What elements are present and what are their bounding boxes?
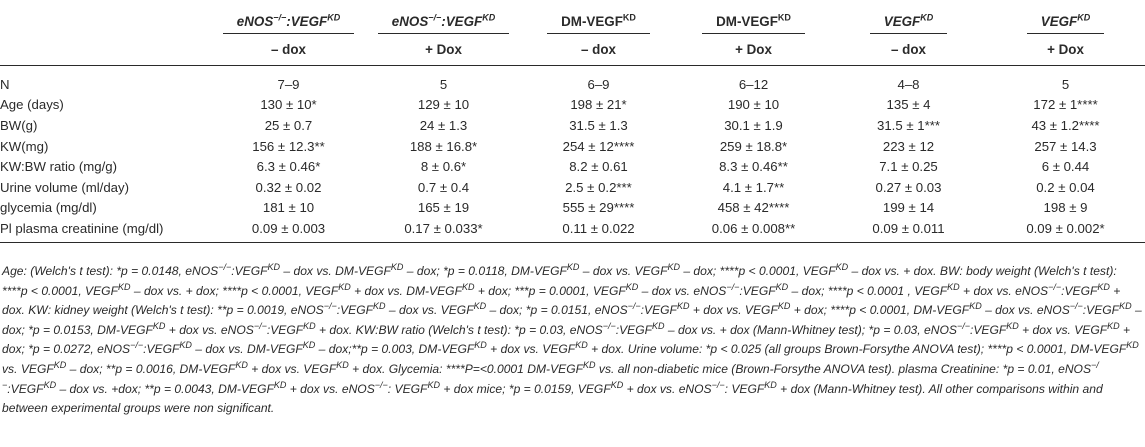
header-corner <box>0 34 211 66</box>
table-cell: 6.3 ± 0.46* <box>256 159 321 175</box>
treatment-header: – dox <box>211 34 366 66</box>
table-row <box>0 218 1145 242</box>
treatment-header: + Dox <box>986 34 1145 66</box>
table-cell: 31.5 ± 1.3 <box>569 117 628 133</box>
table-cell: 257 ± 14.3 <box>1034 138 1097 154</box>
table-cell: 165 ± 19 <box>417 200 470 216</box>
group-header: $VEGF^{KD}$ <box>831 0 986 34</box>
table-cell: 5 <box>1061 76 1070 92</box>
table-cell: 0.06 ± 0.008** <box>676 218 831 242</box>
treatment-header: – dox <box>831 34 986 66</box>
table-cell: 30.1 ± 1.9 <box>724 117 783 133</box>
table-cell: 6–12 <box>738 76 769 92</box>
table-cell: 8.2 ± 0.61 <box>569 159 628 175</box>
table-cell: 0.09 ± 0.011 <box>831 218 986 242</box>
row-label: Urine volume (ml/day) <box>0 179 129 195</box>
table-cell: 5 <box>439 76 448 92</box>
table-cell: 135 ± 4 <box>886 97 931 113</box>
table-row <box>0 95 1145 116</box>
row-label: Pl plasma creatinine (mg/dl) <box>0 218 211 242</box>
table-cell: 4–8 <box>897 76 920 92</box>
table-cell: 7–9 <box>277 76 300 92</box>
table-cell: 31.5 ± 1*** <box>877 117 940 133</box>
table-cell: 458 ± 42**** <box>717 200 790 216</box>
table-row <box>0 136 1145 157</box>
table-row <box>0 156 1145 177</box>
table-cell: 129 ± 10 <box>417 97 470 113</box>
row-label: KW:BW ratio (mg/g) <box>0 159 117 175</box>
table-row <box>0 198 1145 219</box>
table-cell: 0.32 ± 0.02 <box>255 179 322 195</box>
header-corner <box>0 0 211 34</box>
row-label: glycemia (mg/dl) <box>0 200 97 216</box>
table-row <box>0 66 1145 95</box>
table-cell: 181 ± 10 <box>262 200 315 216</box>
treatment-header: + Dox <box>676 34 831 66</box>
table-row <box>0 115 1145 136</box>
group-header: $eNOS^{-/-}:VEGF^{KD}$ <box>366 0 521 34</box>
row-label: KW(mg) <box>0 138 49 154</box>
table-cell: 6–9 <box>587 76 610 92</box>
treatment-header: – dox <box>521 34 676 66</box>
table-cell: 156 ± 12.3** <box>252 138 325 154</box>
treatment-header-row <box>0 34 1145 66</box>
table-cell: 7.1 ± 0.25 <box>879 159 938 175</box>
table-cell: 8 ± 0.6* <box>420 159 467 175</box>
table-cell: 223 ± 12 <box>882 138 935 154</box>
row-label: Age (days) <box>0 97 64 113</box>
table-cell: 0.2 ± 0.04 <box>1036 179 1095 195</box>
group-header: $eNOS^{-/-}:VEGF^{KD}$ <box>211 0 366 34</box>
table-cell: 25 ± 0.7 <box>264 117 313 133</box>
table-cell: 555 ± 29**** <box>562 200 635 216</box>
table-cell: 0.11 ± 0.022 <box>521 218 676 242</box>
group-header: $DM-VEGF^{KD}$ <box>676 0 831 34</box>
row-label: BW(g) <box>0 117 38 133</box>
row-label: N <box>0 76 10 92</box>
group-header: $VEGF^{KD}$ <box>986 0 1145 34</box>
table-cell: 0.27 ± 0.03 <box>875 179 942 195</box>
table-cell: 190 ± 10 <box>727 97 780 113</box>
table-cell: 198 ± 9 <box>1043 200 1088 216</box>
group-header: $DM-VEGF^{KD}$ <box>521 0 676 34</box>
table-cell: 6 ± 0.44 <box>1041 159 1090 175</box>
table-cell: 188 ± 16.8* <box>409 138 478 154</box>
table-cell: 0.09 ± 0.003 <box>211 218 366 242</box>
table-cell: 43 ± 1.2**** <box>1031 117 1100 133</box>
table-cell: 0.09 ± 0.002* <box>986 218 1145 242</box>
treatment-header: + Dox <box>366 34 521 66</box>
table-cell: 172 ± 1**** <box>1033 97 1098 113</box>
table-cell: 254 ± 12**** <box>562 138 635 154</box>
table-row <box>0 177 1145 198</box>
table-cell: 0.7 ± 0.4 <box>417 179 470 195</box>
table-cell: 0.17 ± 0.033* <box>366 218 521 242</box>
table-cell: 259 ± 18.8* <box>719 138 788 154</box>
table-body <box>0 66 1145 243</box>
table-cell: 198 ± 21* <box>570 97 627 113</box>
table-cell: 4.1 ± 1.7** <box>722 179 785 195</box>
table-cell: 199 ± 14 <box>882 200 935 216</box>
table-footnote: Age: (Welch's t test): *p = 0.0148, $eNOS^{-/-}:VEGF^{KD}$ – dox vs. $DM-VEGF^{KD}$ – dox; *p = 0.0118, $DM-VEGF^{KD}$ – dox vs. $VEGF^{KD}$ – dox; ****p < 0.0001, $VEGF^{KD}$ – dox vs. + dox. BW: body weight (Welch's t test): ****p < 0.0001, $VEGF^{KD}$ – dox vs. + dox; ****p < 0.0001, $VEGF^{KD}$ + dox vs. $DM-VEGF^{KD}$ + dox; ***p = 0.0001, $VEGF^{KD}$ – dox vs. $eNOS^{-/-}:VEGF^{KD}$ – dox; ****p < 0.0001 , $VEGF^{KD}$ + dox vs. $eNOS^{-/-}:VEGF^{KD}$ + dox. KW: kidney weight (Welch's t test): **p = 0.0019, $eNOS^{-/-}:VEGF^{KD}$ – dox vs. $VEGF^{KD}$ – dox; *p = 0.0151, $eNOS^{-/-}:VEGF^{KD}$ + dox vs. $VEGF^{KD}$ + dox; ****p < 0.0001, $DM-VEGF^{KD}$ – dox vs. $eNOS^{-/-}:VEGF^{KD}$ – dox; *p = 0.0153, $DM-VEGF^{KD}$ + dox vs. $eNOS^{-/-}:VEGF^{KD}$ + dox. KW:BW ratio (Welch's t test): *p = 0.03, $eNOS^{-/-}:VEGF^{KD}$ – dox vs. + dox (Mann-Whitney test); *p = 0.03, $eNOS^{-/-}:VEGF^{KD}$ + dox vs. $VEGF^{KD}$ + dox; *p = 0.0272, $eNOS^{-/-}:VEGF^{KD}$ – dox vs. $DM-VEGF^{KD}$ – dox;**p = 0.003, $DM-VEGF^{KD}$ + dox vs. $VEGF^{KD}$ + dox. Urine volume: *p < 0.025 (all groups Brown-Forsythe ANOVA test); ****p < 0.0001, $DM-VEGF^{KD}$ vs. $VEGF^{KD}$ – dox; **p = 0.0016, $DM-VEGF^{KD}$ + dox vs. $VEGF^{KD}$ + dox. Glycemia: ****P=<0.0001 $DM-VEGF^{KD}$ vs. all non-diabetic mice (Brown-Forsythe ANOVA test). plasma Creatinine: *p = 0.01, $eNOS^{-/-}:VEGF^{KD}$ – dox vs. +dox; **p = 0.0043, $DM-VEGF^{KD}$ + dox vs. eNOS−/−: $VEGF^{KD}$ + dox mice; *p = 0.0159, $VEGF^{KD}$ + dox vs. eNOS−/−: $VEGF^{KD}$ + dox (Mann-Whitney test). All other comparisons within and between experimental groups were non significant. <box>2 261 1142 416</box>
table-cell: 2.5 ± 0.2*** <box>565 179 632 195</box>
table-cell: 130 ± 10* <box>260 97 317 113</box>
table-cell: 24 ± 1.3 <box>419 117 468 133</box>
group-header-row <box>0 0 1145 34</box>
table-cell: 8.3 ± 0.46** <box>719 159 788 175</box>
